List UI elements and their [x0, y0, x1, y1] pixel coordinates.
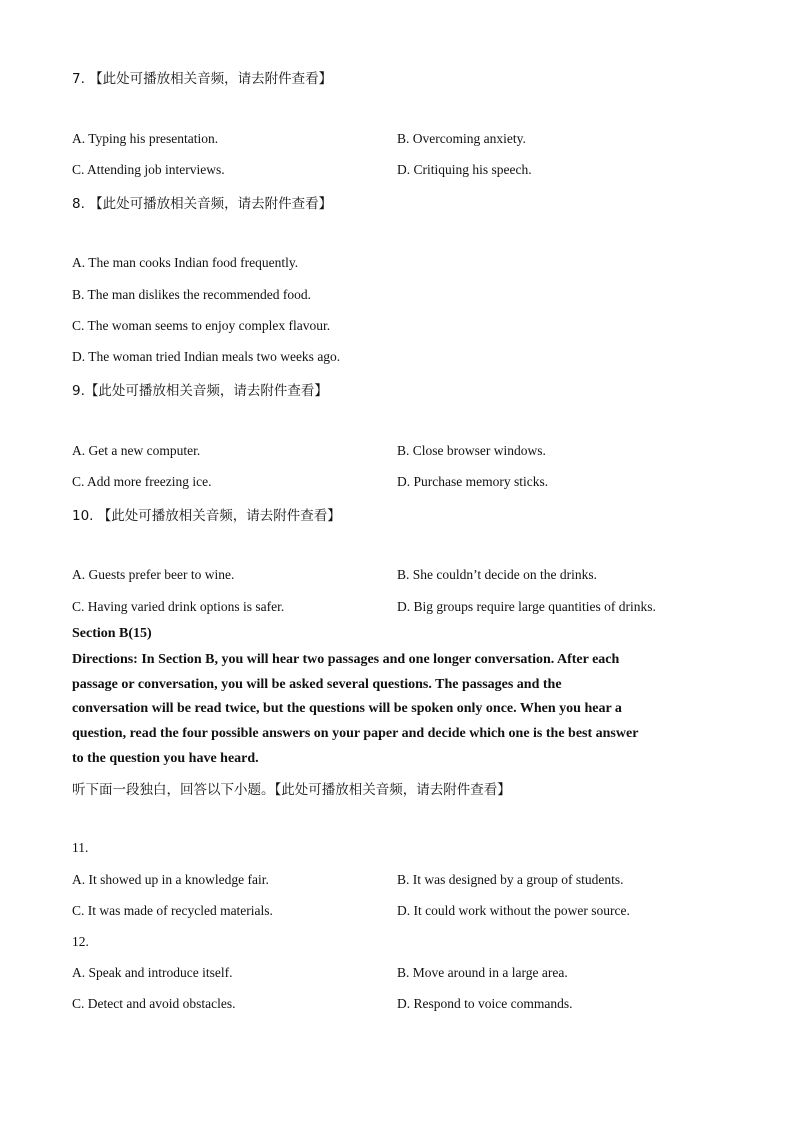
question-7-option-d: D. Critiquing his speech. — [397, 162, 532, 177]
directions-line: Directions: In Section B, you will hear two passages and one longer conversation. After each — [72, 652, 620, 667]
directions-line: question, read the four possible answers on your paper and decide which one is the best answer — [72, 726, 639, 742]
section-b-directions — [72, 648, 732, 772]
section-b-title: Section B(15) — [72, 626, 152, 641]
question-9-option-c: C. Add more freezing ice. — [72, 474, 212, 489]
directions-line: passage or conversation, you will be asked several questions. The passages and the — [72, 676, 562, 692]
question-10-stem: 10. 【此处可播放相关音频，请去附件查看】 — [72, 508, 341, 524]
monologue-intro: 听下面一段独白，回答以下小题。【此处可播放相关音频，请去附件查看】 — [72, 782, 511, 798]
question-7-option-a: A. Typing his presentation. — [72, 131, 219, 146]
question-10-option-a: A. Guests prefer beer to wine. — [72, 567, 235, 582]
question-12-option-c: C. Detect and avoid obstacles. — [72, 996, 236, 1011]
question-8-option-b: B. The man dislikes the recommended food. — [72, 287, 311, 302]
directions-line: to the question you have heard. — [72, 750, 259, 766]
question-7-stem: 7. 【此处可播放相关音频，请去附件查看】 — [72, 71, 333, 87]
question-8-option-a: A. The man cooks Indian food frequently. — [72, 255, 299, 270]
question-8-option-d: D. The woman tried Indian meals two weeks ago. — [72, 349, 341, 364]
question-11-option-d: D. It could work without the power source. — [397, 903, 630, 918]
question-12-option-d: D. Respond to voice commands. — [397, 996, 573, 1011]
directions-line: conversation will be read twice, but the questions will be spoken only once. When you hear a — [72, 701, 622, 717]
question-9-option-d: D. Purchase memory sticks. — [397, 474, 549, 489]
question-10-option-b: B. She couldn’t decide on the drinks. — [397, 567, 597, 582]
question-9-option-b: B. Close browser windows. — [397, 443, 546, 458]
question-11-option-c: C. It was made of recycled materials. — [72, 903, 273, 918]
question-10-option-d: D. Big groups require large quantities of drinks. — [397, 599, 656, 614]
question-10-option-c: C. Having varied drink options is safer. — [72, 599, 285, 614]
question-12-option-b: B. Move around in a large area. — [397, 965, 568, 980]
question-8-stem: 8. 【此处可播放相关音频，请去附件查看】 — [72, 196, 333, 212]
question-9-stem: 9.【此处可播放相关音频，请去附件查看】 — [72, 383, 328, 399]
question-8-option-c: C. The woman seems to enjoy complex flavour. — [72, 318, 331, 333]
question-9-option-a: A. Get a new computer. — [72, 443, 201, 458]
question-12-option-a: A. Speak and introduce itself. — [72, 965, 233, 980]
question-11-option-a: A. It showed up in a knowledge fair. — [72, 872, 269, 887]
question-11-option-b: B. It was designed by a group of students. — [397, 872, 624, 887]
question-7-option-b: B. Overcoming anxiety. — [397, 131, 526, 146]
question-7-option-c: C. Attending job interviews. — [72, 162, 225, 177]
question-12-stem: 12. — [72, 934, 89, 949]
question-11-stem: 11. — [72, 840, 89, 855]
